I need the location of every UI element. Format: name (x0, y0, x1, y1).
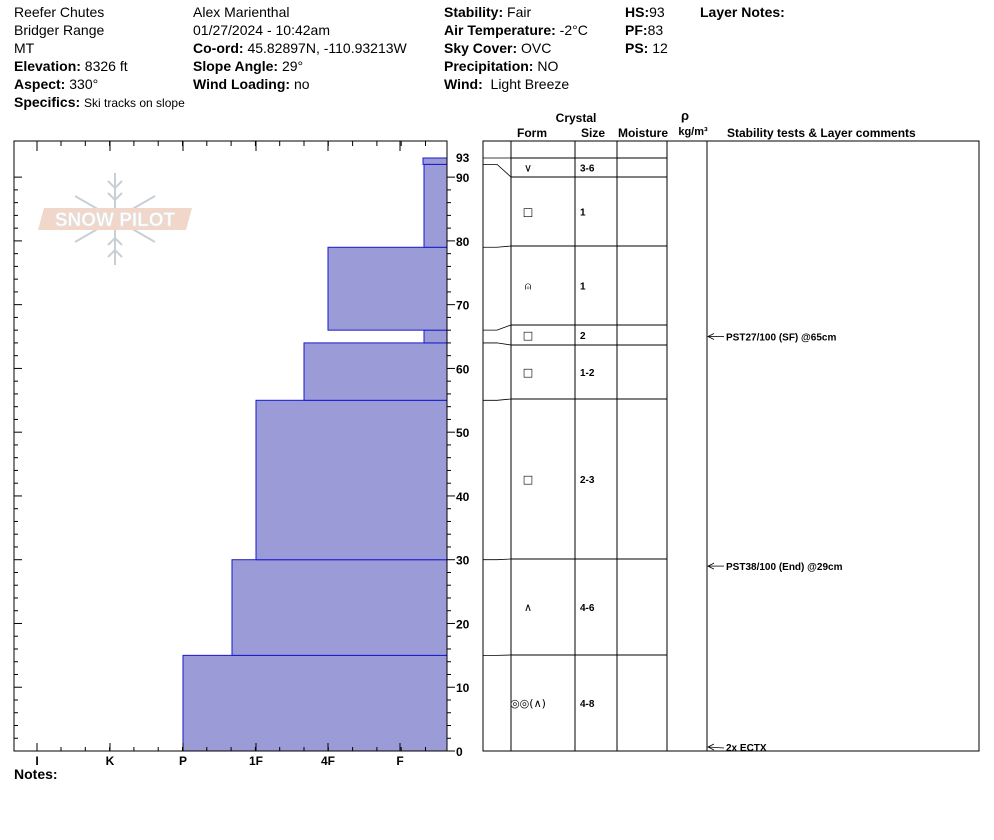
layer-connector (483, 343, 511, 345)
snowpilot-logo (38, 173, 192, 265)
hs-value: 93 (649, 4, 665, 20)
hardness-tick-label: K (105, 754, 115, 768)
layer-connector (483, 559, 511, 560)
ps-label: PS: (625, 40, 649, 56)
crystal-form: □ (522, 329, 534, 342)
crystal-form: □ (522, 473, 534, 486)
stability-test-label: 2x ECTX (726, 743, 767, 754)
hardness-bar (423, 158, 447, 164)
layer-connector (483, 164, 511, 177)
density-symbol: ρ (680, 108, 690, 123)
depth-tick-label: 30 (456, 553, 470, 568)
hardness-bar (328, 247, 447, 330)
elevation-label: Elevation: (14, 58, 81, 74)
crystal-form: ⍝ (524, 279, 532, 293)
layer-connector (483, 399, 511, 400)
state-name: MT (14, 40, 35, 56)
crystal-form: ∨ (523, 161, 533, 175)
crystal-size: 4-8 (580, 699, 595, 710)
size-header: Size (580, 126, 606, 140)
crystal-size: 1 (580, 207, 586, 219)
crystal-size: 1 (580, 281, 586, 293)
form-header: Form (517, 126, 547, 140)
stability-test-label: PST38/100 (End) @29cm (726, 562, 843, 574)
layer-connector (483, 325, 511, 330)
elevation-value: 8326 ft (84, 58, 128, 74)
hardness-bar (256, 400, 447, 559)
pf-value: 83 (647, 22, 664, 38)
crystal-size: 4-6 (580, 603, 595, 614)
stability-header: Stability tests & Layer comments (727, 126, 916, 140)
stability-label: Stability: (444, 4, 504, 20)
layer-connector (483, 246, 511, 247)
hs-label: HS: (625, 4, 650, 20)
depth-tick-label: 20 (456, 617, 470, 632)
aspect-value: 330° (69, 76, 99, 92)
coord-value: 45.82897N, -110.93213W (247, 40, 407, 56)
observation-datetime: 01/27/2024 - 10:42am (193, 22, 330, 38)
stability-test-label: PST27/100 (SF) @65cm (726, 332, 837, 344)
wind-value: Light Breeze (490, 76, 570, 92)
observer-name: Alex Marienthal (193, 4, 290, 20)
stability-value: Fair (507, 4, 532, 20)
layer-notes-label: Layer Notes: (700, 4, 785, 20)
logo-banner (38, 208, 192, 231)
location-name: Reefer Chutes (14, 4, 105, 20)
depth-tick-label: 60 (456, 362, 470, 377)
precip-value: NO (537, 58, 559, 74)
depth-tick-label: 70 (456, 298, 470, 313)
pf-label: PF: (625, 22, 648, 38)
depth-tick-label: 90 (456, 171, 470, 186)
crystal-form: ◎◎(∧) (510, 697, 546, 710)
sky-label: Sky Cover: (444, 40, 518, 56)
crystal-form: ∧ (523, 601, 533, 614)
depth-tick-label: 10 (456, 681, 470, 696)
hardness-tick-label: 1F (248, 754, 264, 768)
hardness-tick-label: 4F (320, 754, 336, 768)
range-name: Bridger Range (14, 22, 105, 38)
air-temp-label: Air Temperature: (444, 22, 556, 38)
depth-tick-label: 40 (456, 489, 470, 504)
hardness-bar (304, 343, 447, 400)
crystal-form: □ (522, 205, 534, 219)
wind-label: Wind: (444, 76, 483, 92)
slope-label: Slope Angle: (193, 58, 279, 74)
crystal-size: 3-6 (580, 163, 595, 175)
sky-value: OVC (521, 40, 552, 56)
layer-table-frame (483, 141, 979, 751)
depth-tick-label: 50 (456, 426, 470, 441)
notes-label: Notes: (14, 766, 58, 782)
wind-loading-value: no (293, 76, 310, 92)
air-temp-value: -2°C (559, 22, 588, 38)
hardness-bar (232, 560, 447, 656)
depth-tick-label: 93 (456, 151, 470, 165)
specifics-value: Ski tracks on slope (84, 96, 185, 110)
slope-value: 29° (281, 58, 304, 74)
precip-label: Precipitation: (444, 58, 534, 74)
moisture-header: Moisture (617, 126, 669, 140)
hardness-tick-label: P (178, 754, 188, 768)
hardness-bar (183, 655, 447, 751)
density-unit-header: kg/m³ (678, 126, 708, 138)
logo-text: SNOW PILOT (54, 210, 176, 231)
crystal-form: □ (522, 366, 534, 379)
crystal-size: 1-2 (580, 368, 595, 379)
hardness-tick-label: F (396, 754, 404, 768)
coord-label: Co-ord: (193, 40, 244, 56)
crystal-size: 2-3 (580, 475, 595, 486)
depth-tick-label: 80 (456, 234, 470, 249)
ps-value: 12 (652, 40, 668, 56)
crystal-header: Crystal (555, 111, 597, 125)
hardness-bar (424, 164, 447, 247)
specifics-label: Specifics: (14, 94, 81, 110)
aspect-label: Aspect: (14, 76, 66, 92)
depth-tick-label: 0 (456, 745, 463, 759)
hardness-bar (424, 330, 447, 343)
wind-loading-label: Wind Loading: (193, 76, 291, 92)
hardness-tick-label: I (35, 754, 39, 768)
crystal-size: 2 (580, 331, 586, 342)
